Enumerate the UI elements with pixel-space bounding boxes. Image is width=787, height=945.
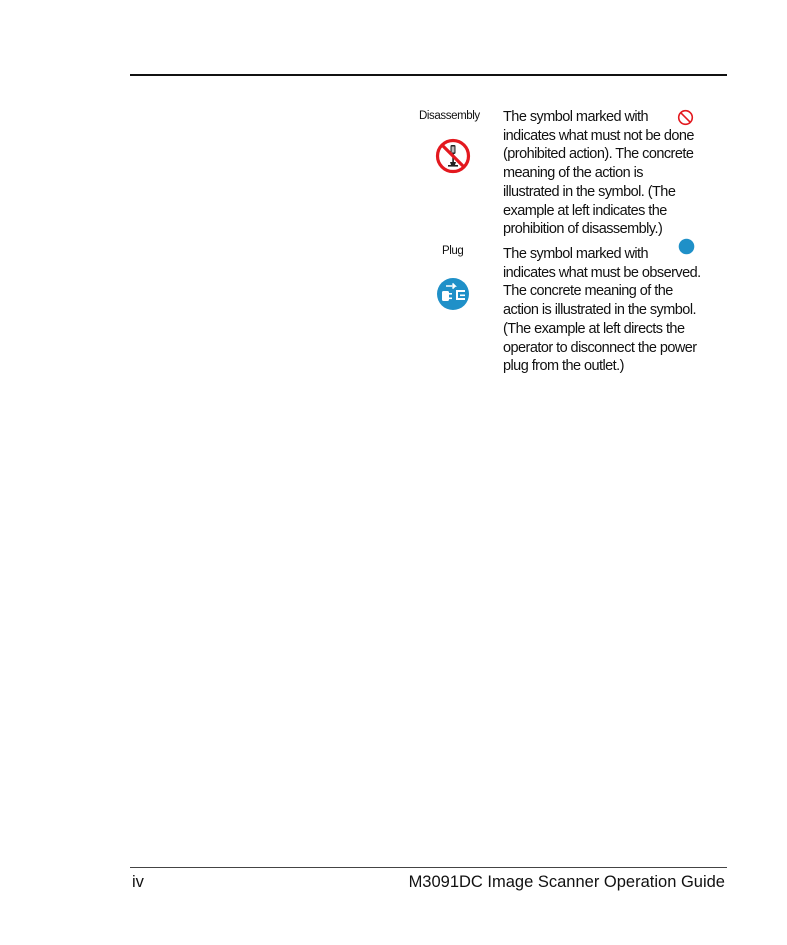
unplug-instruction-icon: [436, 277, 470, 311]
instruction-symbol-icon: [678, 238, 695, 255]
plug-label: Plug: [442, 245, 464, 257]
description-line: action is illustrated in the symbol.: [503, 302, 696, 319]
prohibition-disassembly-icon: [435, 138, 471, 174]
disassembly-label: Disassembly: [419, 110, 480, 122]
description-line: (The example at left directs the: [503, 320, 685, 337]
description-line: The concrete meaning of the: [503, 283, 673, 300]
plug-description: [503, 245, 728, 376]
header-rule: [130, 74, 727, 76]
disassembly-description: [503, 108, 728, 239]
description-line: prohibition of disassembly.): [503, 221, 663, 238]
prohibition-symbol-icon: [677, 109, 694, 126]
description-line: indicates what must be observed.: [503, 264, 701, 281]
footer-rule: [130, 867, 727, 868]
description-line: The symbol marked with: [503, 109, 649, 125]
description-line: (prohibited action). The concrete: [503, 146, 694, 163]
description-line: example at left indicates the: [503, 202, 667, 219]
description-line: The symbol marked with: [503, 246, 649, 262]
description-line: illustrated in the symbol. (The: [503, 183, 676, 200]
description-line: indicates what must not be done: [503, 127, 694, 144]
description-line: plug from the outlet.): [503, 358, 624, 375]
page-number: iv: [132, 873, 144, 891]
description-line: operator to disconnect the power: [503, 339, 697, 356]
description-line: meaning of the action is: [503, 165, 643, 182]
guide-title: M3091DC Image Scanner Operation Guide: [408, 873, 725, 891]
